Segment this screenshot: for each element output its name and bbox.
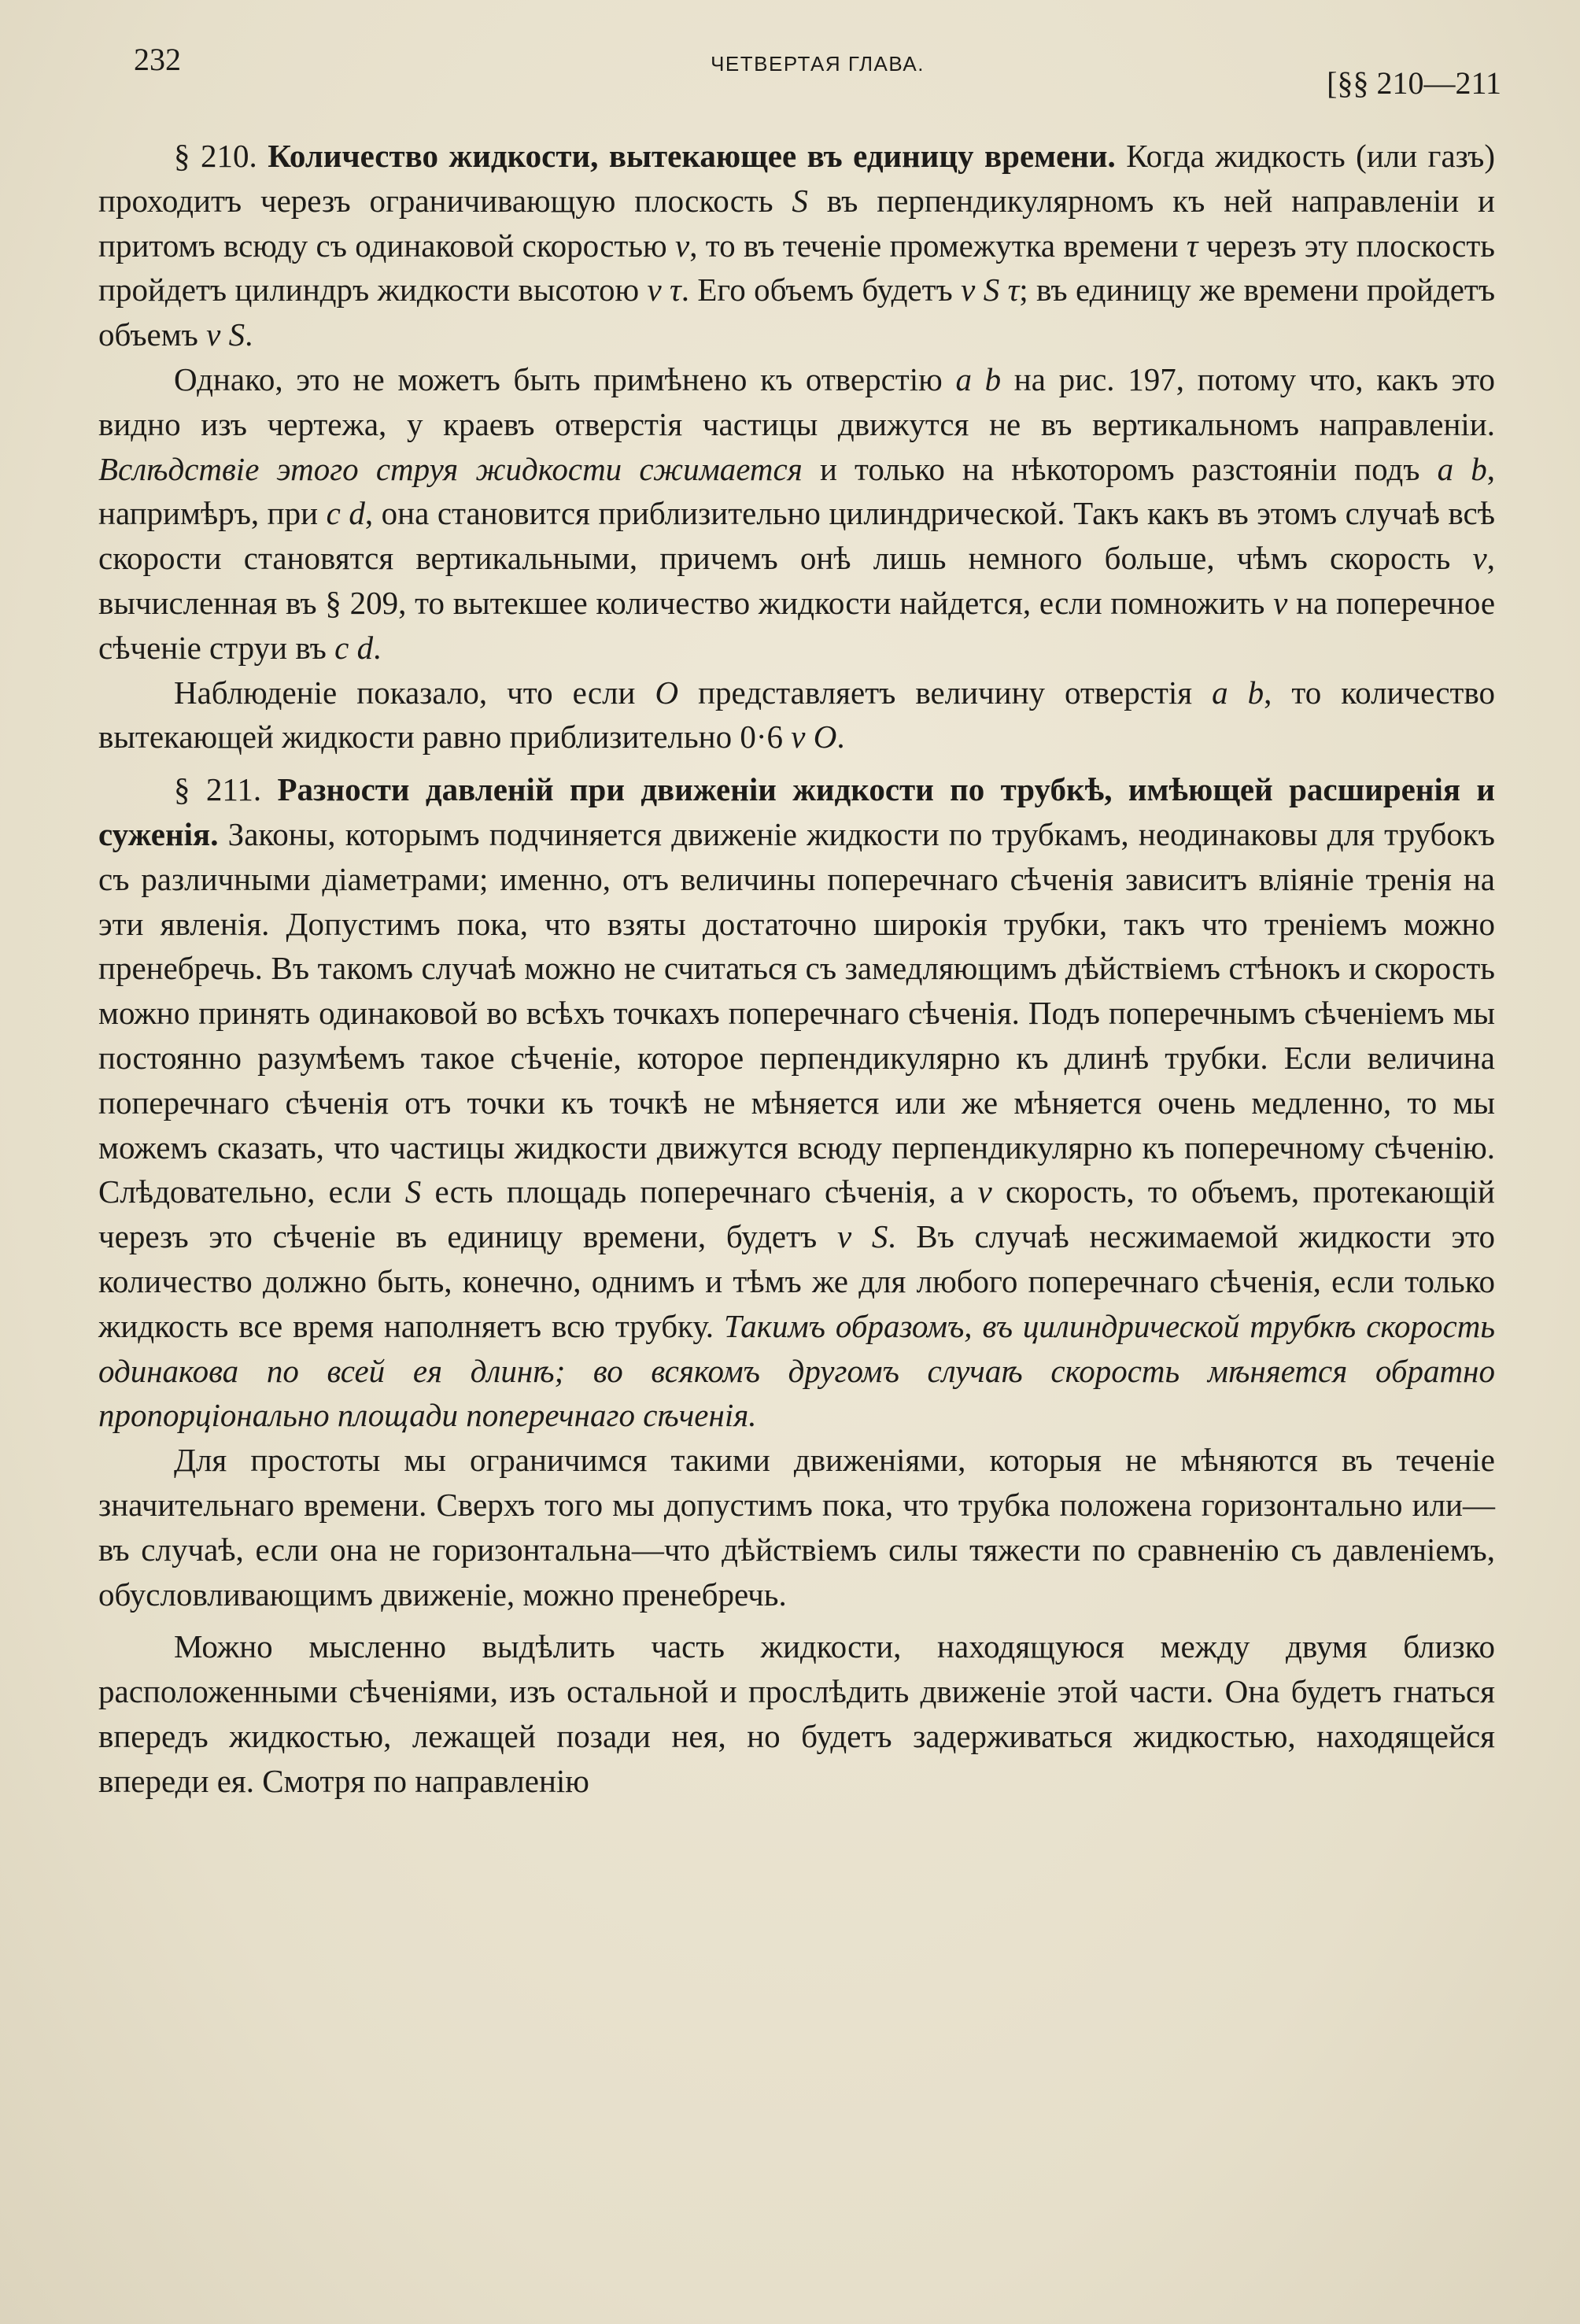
italic-run: v O (791, 719, 837, 756)
text-run: черезъ эту плоскость пройдетъ цилиндръ жидкости высотою (98, 227, 1495, 309)
italic-run: S (404, 1173, 422, 1210)
paragraph-section-210 (98, 134, 1495, 357)
text-run: представляетъ величину отверстія (678, 674, 1213, 711)
text-run: Можно мысленно выдѣлить часть жидкости, находящуюся между двумя близко расположенными сѣченіями, изъ остальной и прослѣдить движеніе этой части. Она будетъ гнаться впередъ жидкостью, лежащей позади нея, но будетъ задерживаться жидкостью, находящейся впереди ея. Смотря по направленію (98, 1628, 1495, 1799)
heading-run: Количество жидкости, вытекающее въ единицу времени. (268, 138, 1116, 174)
italic-run: c d (326, 495, 365, 532)
italic-run: v S (836, 1218, 888, 1255)
text-run: . (245, 316, 253, 353)
text-run: и только на нѣкоторомъ разстояніи подъ (802, 450, 1438, 487)
text-run: на поперечное сѣченіе струи въ (98, 584, 1496, 666)
text-run: Когда жидкость (или газъ) проходитъ черезъ ограничивающую плоскость (98, 138, 1496, 219)
paragraph-section-211 (98, 767, 1495, 1438)
italic-run: v (674, 227, 690, 264)
text-run: , она становится приблизительно цилиндрической. Такъ какъ въ этомъ случаѣ всѣ скорости становятся вертикальными, причемъ онѣ лишь немного больше, чѣмъ скорость (98, 495, 1495, 577)
body-text (98, 126, 1495, 1803)
heading-run: Разности давленій при движеніи жидкости по трубкѣ, имѣющей расширенія и суженія. (98, 771, 1496, 852)
italic-run: S (792, 182, 808, 219)
italic-run: v τ (647, 272, 681, 309)
italic-run: a b (955, 360, 1002, 397)
text-run: . Его объемъ будетъ (681, 272, 962, 309)
text-run: . (373, 629, 382, 666)
text-run: § 211. (174, 771, 278, 808)
italic-run: v (977, 1173, 992, 1210)
section-range: [§§ 210—211 (1327, 65, 1501, 101)
italic-run: Такимъ образомъ, въ цилиндрической трубкѣ скорость одинакова по всей ея длинѣ; во всякомъ другомъ случаѣ скорость мѣняется обратно пропорціонально площади поперечнаго сѣченія. (98, 1307, 1495, 1434)
italic-run: c d (334, 629, 374, 666)
text-run: , напримѣръ, при (98, 450, 1496, 532)
text-run: . (836, 719, 845, 756)
text-run: Однако, это не можетъ быть примѣнено къ отверстію (174, 360, 956, 397)
text-run: въ перпендикулярномъ къ ней направленіи и притомъ всюду съ одинаковой скоростью (98, 182, 1495, 264)
italic-run: v S τ (961, 272, 1020, 309)
text-run: Наблюденіе показало, что если (174, 674, 655, 711)
paragraph (98, 357, 1495, 671)
text-run: есть площадь поперечнаго сѣченія, а (421, 1173, 978, 1210)
italic-run: a b (1212, 674, 1264, 711)
text-run: Законы, которымъ подчиняется движеніе жидкости по трубкамъ, неодинаковы для трубокъ съ различными діаметрами; именно, отъ величины поперечнаго сѣченія зависитъ вліяніе тренія на эти явленія. Допустимъ пока, что взяты достаточно широкія трубки, такъ что треніемъ можно пренебречь. Въ такомъ случаѣ можно не считаться съ замедляющимъ дѣйствіемъ стѣнокъ и скорость можно принять одинаковой во всѣхъ точкахъ поперечнаго сѣченія. Подъ поперечнымъ сѣченіемъ мы постоянно разумѣемъ такое сѣченіе, которое перпендикулярно къ длинѣ трубки. Если величина поперечнаго сѣченія отъ точки къ точкѣ не мѣняется или же мѣняется очень медленно, то мы можемъ сказать, что частицы жидкости движутся всюду перпендикулярно къ поперечному сѣченію. Слѣдовательно, если (98, 815, 1495, 1210)
text-run: ; въ единицу же времени пройдетъ объемъ (98, 272, 1496, 353)
paragraph (98, 1438, 1495, 1616)
text-run: § 210. (174, 138, 268, 174)
paragraph (98, 671, 1495, 760)
running-title: ЧЕТВЕРТАЯ ГЛАВА. (711, 52, 925, 76)
text-run: на рис. 197, потому что, какъ это видно изъ чертежа, у краевъ отверстія частицы движутся не въ вертикальномъ направленіи. (98, 360, 1495, 442)
italic-run: v (1273, 584, 1288, 621)
italic-run: v (1472, 540, 1487, 577)
italic-run: O (655, 674, 679, 711)
page-number: 232 (134, 42, 181, 77)
text-run: скорость, то объемъ, протекающій черезъ это сѣченіе въ единицу времени, будетъ (98, 1173, 1495, 1255)
italic-run: Вслѣдствіе этого струя жидкости сжимается (98, 450, 803, 487)
italic-run: v S (206, 316, 245, 353)
italic-run: a b (1437, 450, 1487, 487)
italic-run: τ (1186, 227, 1198, 264)
text-run: . Въ случаѣ несжимаемой жидкости это количество должно быть, конечно, однимъ и тѣмъ же для любого поперечнаго сѣченія, если только жидкость все время наполняетъ всю трубку. (98, 1218, 1495, 1344)
text-run: Для простоты мы ограничимся такими движеніями, которыя не мѣняются въ теченіе значительнаго времени. Сверхъ того мы допустимъ пока, что трубка положена горизонтально или—въ случаѣ, если она не горизонтальна—что дѣйствіемъ силы тяжести по сравненію съ давленіемъ, обусловливающимъ движеніе, можно пренебречь. (98, 1442, 1495, 1613)
text-run: , то въ теченіе промежутка времени (689, 227, 1187, 264)
page-header (134, 41, 1501, 101)
paragraph (98, 1624, 1495, 1803)
text-run: , вычисленная въ § 209, то вытекшее количество жидкости найдется, если помножить (98, 540, 1495, 621)
text-run: , то количество вытекающей жидкости равно приблизительно 0·6 (98, 674, 1496, 756)
